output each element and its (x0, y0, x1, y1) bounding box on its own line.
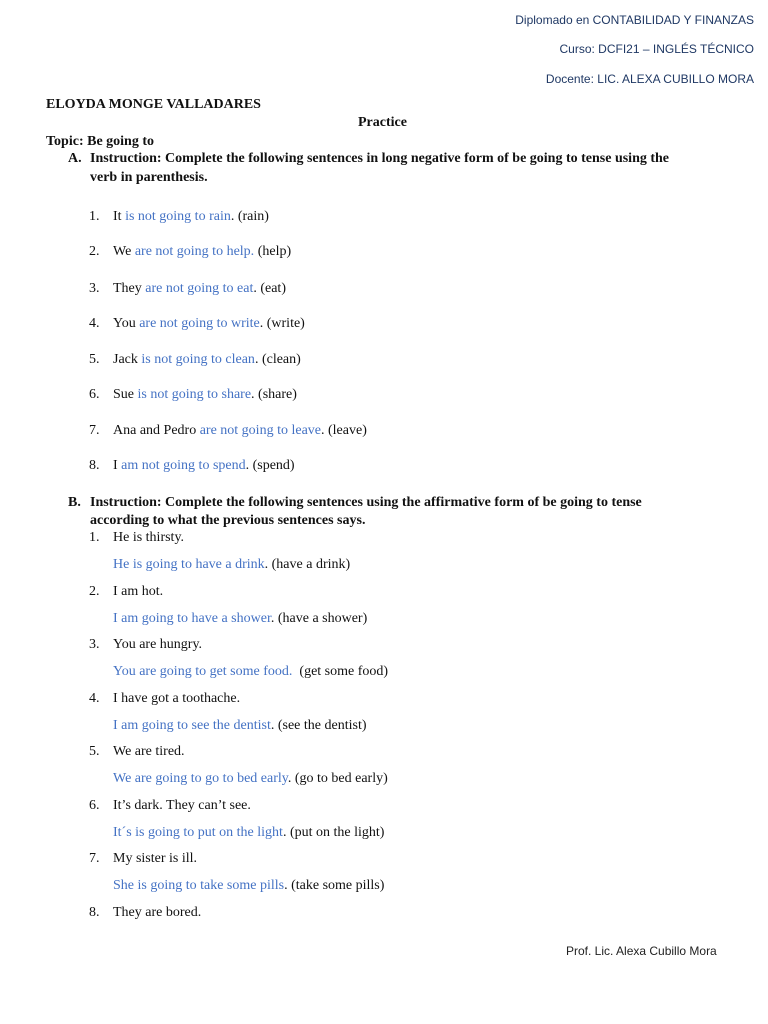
item-number: 2. (89, 244, 100, 259)
item-prompt: I have got a toothache. (113, 691, 241, 706)
item-prompt: My sister is ill. (113, 851, 198, 866)
item-sentence (113, 352, 301, 368)
item-prompt: You are hungry. (113, 637, 203, 652)
item-sentence (113, 458, 295, 474)
item-answer: She is going to take some pills (113, 878, 285, 893)
item-hint: . (see the dentist) (270, 718, 367, 733)
item-prompt: They are bored. (113, 905, 202, 920)
item-hint: . (write) (259, 316, 305, 331)
item-hint: . (leave) (321, 423, 367, 438)
practice-title: Practice (358, 115, 407, 130)
item-hint: . (have a shower) (270, 611, 368, 626)
item-subject: They (113, 281, 146, 296)
item-number: 1. (89, 209, 100, 224)
footer-signature: Prof. Lic. Alexa Cubillo Mora (566, 944, 717, 958)
item-answer: I am going to have a shower (113, 611, 271, 626)
item-sentence (113, 387, 297, 403)
header-course: Curso: DCFI21 – INGLÉS TÉCNICO (559, 42, 754, 56)
item-response (113, 611, 367, 627)
item-hint: . (go to bed early) (287, 771, 388, 786)
item-number: 7. (89, 851, 100, 866)
item-number: 4. (89, 316, 100, 331)
item-hint: . (eat) (253, 281, 286, 296)
section-a-instruction-1: Instruction: Complete the following sentences in long negative form of be going to tense using the (90, 151, 670, 166)
topic: Topic: Be going to (46, 134, 154, 149)
item-hint: . (put on the light) (282, 825, 385, 840)
item-answer: is not going to share (137, 387, 252, 402)
item-number: 1. (89, 530, 100, 545)
item-number: 2. (89, 584, 100, 599)
item-response (113, 825, 384, 841)
item-prompt: We are tired. (113, 744, 185, 759)
item-number: 6. (89, 798, 100, 813)
section-a-letter: A. (68, 151, 82, 166)
item-sentence (113, 281, 286, 297)
item-answer: It´s is going to put on the light (113, 825, 283, 840)
section-b-instruction-1: Instruction: Complete the following sentences using the affirmative form of be going to tense (90, 495, 642, 510)
item-number: 5. (89, 744, 100, 759)
item-subject: Sue (113, 387, 138, 402)
item-answer: I am going to see the dentist (113, 718, 271, 733)
item-sentence (113, 423, 367, 439)
item-answer: You are going to get some food. (113, 664, 293, 679)
item-prompt: I am hot. (113, 584, 164, 599)
section-b-instruction-2: according to what the previous sentences says. (90, 513, 366, 528)
item-answer: are not going to help. (134, 244, 255, 259)
item-answer: are not going to eat (145, 281, 254, 296)
item-subject: You (113, 316, 140, 331)
item-answer: are not going to leave (199, 423, 321, 438)
header-program: Diplomado en CONTABILIDAD Y FINANZAS (515, 13, 754, 27)
item-prompt: It’s dark. They can’t see. (113, 798, 251, 813)
item-subject: We (113, 244, 135, 259)
item-hint: . (take some pills) (284, 878, 385, 893)
item-answer: is not going to rain (125, 209, 231, 224)
section-a-instruction-2: verb in parenthesis. (90, 170, 208, 185)
item-hint: . (spend) (245, 458, 295, 473)
item-hint: . (rain) (230, 209, 269, 224)
item-response (113, 557, 350, 573)
item-hint: . (clean) (254, 352, 301, 367)
item-number: 5. (89, 352, 100, 367)
item-response (113, 718, 367, 734)
item-answer: am not going to spend (121, 458, 246, 473)
item-response (113, 771, 388, 787)
item-sentence (113, 316, 305, 332)
item-sentence (113, 244, 291, 260)
item-subject: I (113, 458, 122, 473)
item-number: 3. (89, 637, 100, 652)
item-number: 8. (89, 905, 100, 920)
item-number: 4. (89, 691, 100, 706)
item-hint: . (have a drink) (264, 557, 351, 572)
item-answer: We are going to go to bed early (113, 771, 288, 786)
item-answer: are not going to write (139, 316, 260, 331)
item-hint: . (share) (251, 387, 297, 402)
item-answer: is not going to clean (141, 352, 255, 367)
section-b-letter: B. (68, 495, 81, 510)
item-response (113, 878, 384, 894)
item-number: 6. (89, 387, 100, 402)
item-subject: Ana and Pedro (113, 423, 200, 438)
item-answer: He is going to have a drink (113, 557, 265, 572)
item-hint: (get some food) (292, 664, 389, 679)
header-teacher: Docente: LIC. ALEXA CUBILLO MORA (545, 72, 754, 86)
item-hint: (help) (254, 244, 292, 259)
item-number: 7. (89, 423, 100, 438)
item-subject: Jack (113, 352, 142, 367)
item-number: 8. (89, 458, 100, 473)
item-response (113, 664, 388, 680)
item-subject: It (113, 209, 126, 224)
item-sentence (113, 209, 269, 225)
item-prompt: He is thirsty. (113, 530, 185, 545)
item-number: 3. (89, 281, 100, 296)
student-name: ELOYDA MONGE VALLADARES (46, 97, 261, 112)
